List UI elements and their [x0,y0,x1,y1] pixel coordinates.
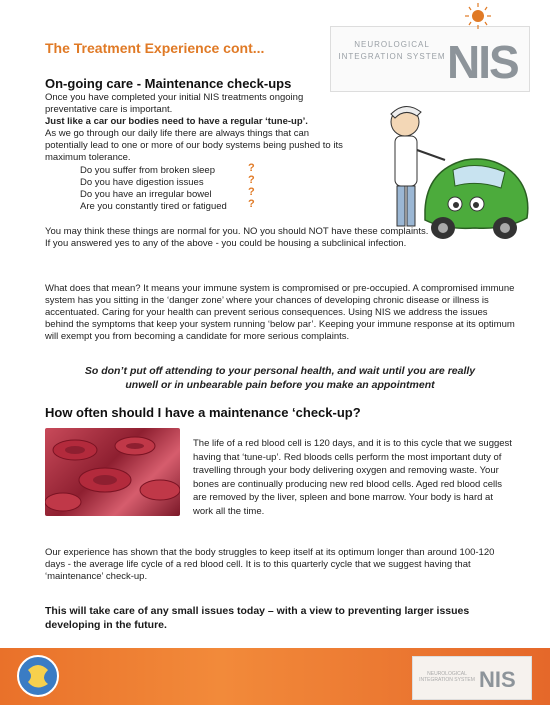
list-item: Do you have an irregular bowel [80,189,212,200]
section1-body [45,92,345,164]
sun-icon [458,2,498,32]
question-mark-icon: ? [248,174,255,186]
nis-logo [330,26,530,92]
closing-statement: This will take care of any small issues today – with a view to preventing larger issues developing in the future. [45,605,470,631]
question-mark-icon: ? [248,186,255,198]
body-text: As we go through our daily life there are always things that can potentially lead to one or more of our body systems being pushed to its maximum tolerance. [45,128,343,163]
list-item: Do you suffer from broken sleep [80,165,216,176]
footer-nis-logo [412,656,532,700]
section-heading: On-going care - Maintenance check-ups [45,76,292,91]
footer-logo-text: NEUROLOGICAL INTEGRATION SYSTEM [419,671,475,683]
what-does-that-mean-paragraph: What does that mean? It means your immune system is compromised or pre-occupied. A compromised immune system has you sitting in the ‘danger zone’ where your chances of developing chronic disease or illness is accentuated. Caring for your health can prevent serious consequences. Using NIS we address the issues behind the symptoms that keep your system running ‘below par’. Keeping your immune response at its optimum will exempt you from becoming a candidate for more serious complaints. [45,283,515,342]
normal-line-2: If you answered yes to any of the above - you could be housing a subclinical infection. [45,238,407,249]
intro-text: Once you have completed your initial NIS treatments ongoing preventative care is important. [45,92,304,115]
red-blood-cells-image [45,428,180,516]
normal-line-1: You may think these things are normal for you. NO you should NOT have these complaints. [45,226,429,237]
experience-paragraph: Our experience has shown that the body struggles to keep itself at its optimum longer than around 100-120 days - the average life cycle of a red blood cell. It is to this quarterly cycle that we suggest having that ‘maintenance’ check-up. [45,547,495,582]
red-blood-cells-graphic [45,428,180,516]
page-title: The Treatment Experience cont... [45,40,265,56]
footer-logo-mark: NIS [479,667,516,692]
neurolink-logo [10,648,66,704]
logo-text: NEUROLOGICAL INTEGRATION SYSTEM [338,40,446,61]
question-marks [248,162,255,210]
logo-mark: NIS [447,36,518,88]
question-mark-icon: ? [248,162,255,174]
section2-heading: How often should I have a maintenance ‘check-up? [45,405,361,420]
normal-paragraph [45,226,505,250]
question-mark-icon: ? [248,198,255,210]
list-item: Are you constantly tired or fatigued [80,201,227,212]
car-analogy-text: Just like a car our bodies need to have a regular ‘tune-up’. [45,116,308,127]
section2-body: The life of a red blood cell is 120 days, and it is to this cycle that we suggest having that ‘tune-up’. Red bloods cells perform the most important duty of travelling through your body delivering oxygen and removing waste. Your bones are continually producing new red blood cells. Aged red blood cells are removed by the liver, spleen and bone marrow. Your body is hard at work all the time. [193,438,512,517]
quote-text: So don’t put off attending to your personal health, and wait until you are really unwell or in unbearable pain before you make an appointment [84,365,476,391]
list-item: Do you have digestion issues [80,177,204,188]
